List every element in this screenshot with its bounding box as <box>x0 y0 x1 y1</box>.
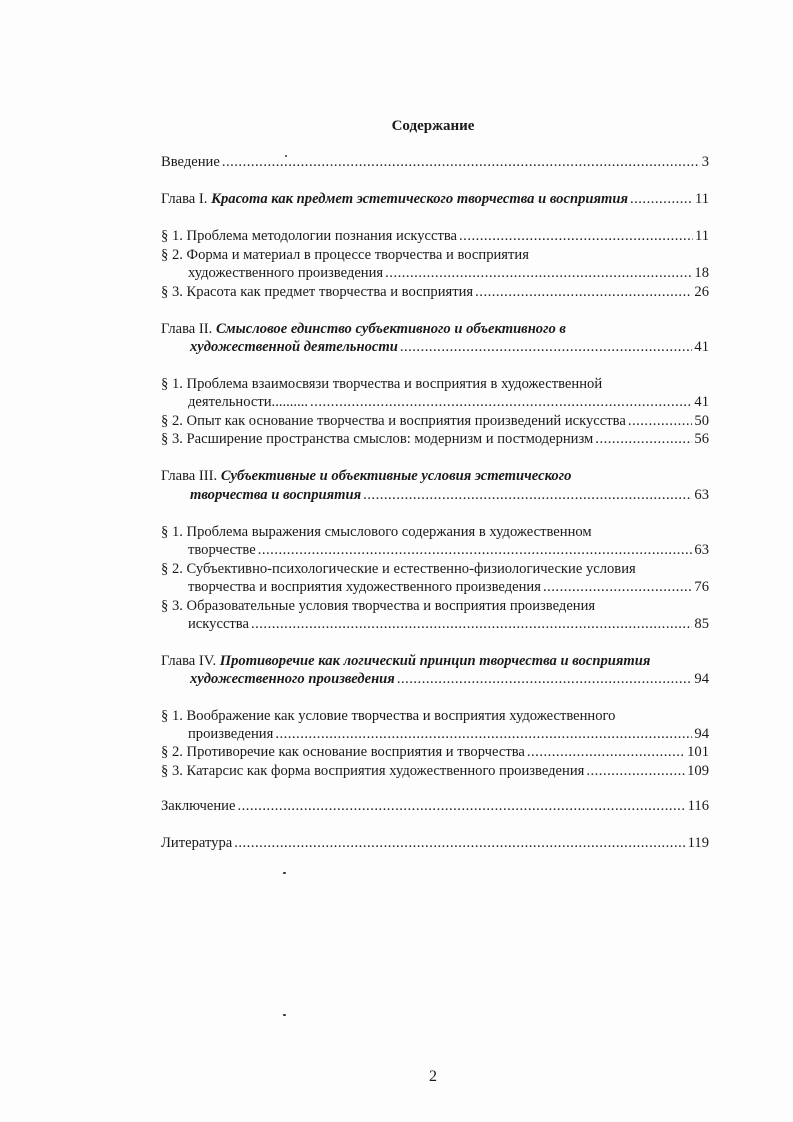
chapter-title: Субъективные и объективные условия эстетического <box>220 468 572 484</box>
toc-entry-literature: Литература ..... 119 <box>161 834 709 853</box>
leader-dots <box>595 430 692 449</box>
leader-dots <box>475 283 692 302</box>
leader-dots <box>630 190 693 209</box>
toc-chapter-3-line1 <box>161 467 571 486</box>
toc-section: творчестве ..... 63 <box>188 541 709 560</box>
toc-section-line1: § 3. Образовательные условия творчества и восприятия произведения <box>161 598 596 614</box>
toc-chapter-4-line1 <box>161 652 650 671</box>
toc-chapter-4: художественного произведения ..... 94 <box>190 670 709 689</box>
toc-chapter-3: творчества и восприятия ..... 63 <box>190 486 709 505</box>
scan-speck <box>283 872 286 874</box>
scan-speck <box>283 1014 286 1016</box>
leader-dots <box>258 541 693 560</box>
scan-speck <box>285 155 287 157</box>
toc-chapter-2-line1 <box>161 320 566 339</box>
leader-dots <box>543 578 692 597</box>
leader-dots <box>586 762 685 781</box>
leader-dots <box>222 153 700 172</box>
leader-dots <box>310 393 692 412</box>
toc-entry-conclusion: Заключение ..... 116 <box>161 797 709 816</box>
toc-section-line1: § 2. Субъективно-психологические и естественно-физиологические условия <box>161 561 636 577</box>
leader-dots <box>275 725 692 744</box>
page-title: Содержание <box>391 118 475 134</box>
toc-section: деятельности.......... ..... 41 <box>188 393 709 412</box>
toc-label: Введение <box>161 154 220 170</box>
leader-dots <box>397 670 693 689</box>
chapter-title: Смысловое единство субъективного и объективного в <box>215 321 566 337</box>
toc-section: § 3. Расширение пространства смыслов: модернизм и постмодернизм ..... 56 <box>161 430 709 449</box>
leader-dots <box>400 338 693 357</box>
toc-section-line1: § 1. Проблема взаимосвязи творчества и восприятия в художественной <box>161 376 603 392</box>
toc-section: искусства ..... 85 <box>188 615 709 634</box>
chapter-title: Противоречие как логический принцип творчества и восприятия <box>219 653 651 669</box>
toc-section-line1: § 2. Форма и материал в процессе творчества и восприятия <box>161 247 529 263</box>
toc-page: 3 <box>701 154 709 170</box>
toc-section: § 3. Красота как предмет творчества и восприятия ..... 26 <box>161 283 709 302</box>
page-number: 2 <box>429 1068 437 1085</box>
leader-dots <box>237 797 685 816</box>
leader-dots <box>251 615 692 634</box>
toc-section: § 2. Противоречие как основание восприятия и творчества ..... 101 <box>161 743 709 762</box>
leader-dots <box>527 743 685 762</box>
toc-section: творчества и восприятия художественного произведения ..... 76 <box>188 578 709 597</box>
toc-entry-intro <box>161 153 709 172</box>
toc-chapter-1 <box>161 190 709 209</box>
toc-section-line1: § 1. Воображение как условие творчества и восприятия художественного <box>161 708 616 724</box>
chapter-label: Глава III. <box>161 468 218 484</box>
toc-section: § 1. Проблема методологии познания искусства ..... 11 <box>161 227 709 246</box>
toc-section: § 3. Катарсис как форма восприятия художественного произведения ..... 109 <box>161 762 709 781</box>
chapter-label: Глава IV. <box>161 653 217 669</box>
toc-section-line1: § 1. Проблема выражения смыслового содержания в художественном <box>161 524 592 540</box>
leader-dots <box>628 412 693 431</box>
chapter-title: Красота как предмет эстетического творчества и восприятия <box>211 191 628 207</box>
leader-dots <box>385 264 692 283</box>
leader-dots <box>363 486 692 505</box>
toc-section: произведения ..... 94 <box>188 725 709 744</box>
toc-section: § 2. Опыт как основание творчества и восприятия произведений искусства ..... 50 <box>161 412 709 431</box>
leader-dots <box>234 834 685 853</box>
chapter-label: Глава II. <box>161 321 213 337</box>
toc-section: художественного произведения ..... 18 <box>188 264 709 283</box>
toc-chapter-2: художественной деятельности ..... 41 <box>190 338 709 357</box>
leader-dots <box>459 227 693 246</box>
chapter-label: Глава I. <box>161 191 208 207</box>
toc-page: 11 <box>694 191 709 207</box>
